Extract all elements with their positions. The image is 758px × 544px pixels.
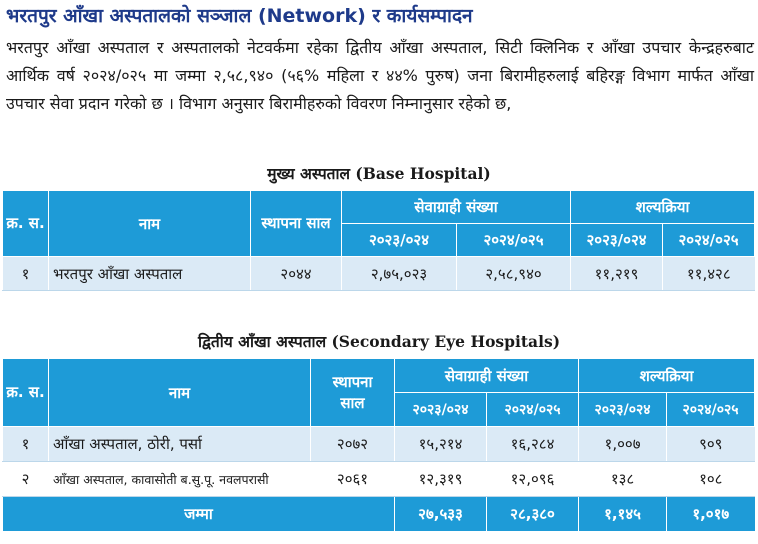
cell-clients-y1: १२,३१९ (395, 462, 487, 497)
total-clients-y2: २८,३८० (487, 497, 579, 531)
cell-surgery-y1: १३८ (579, 462, 667, 497)
intro-paragraph: भरतपुर आँखा अस्पताल र अस्पतालको नेटवर्कमा रहेका द्वितीय आँखा अस्पताल, सिटी क्लिनिक र आँखा उपचार केन्द्रहरुबाट आर्थिक वर्ष २०२४/०२५ मा जम्मा २,५८,९४० (५६% महिला र ४४% पुरुष) जना बिरामीहरुलाई बहिरङ्ग विभाग मार्फत आँखा उपचार सेवा प्रदान गरेको छ । विभाग अनुसार बिरामीहरुको विवरण निम्नानुसार रहेको छ, (6, 38, 754, 113)
cell-established: २०७२ (311, 427, 395, 462)
secondary-table-caption: द्वितीय आँखा अस्पताल (Secondary Eye Hospitals) (197, 332, 561, 351)
cell-clients-y1: १५,२१४ (395, 427, 487, 462)
page-heading: भरतपुर आँखा अस्पतालको सञ्जाल (Network) र कार्यसम्पादन (6, 5, 473, 27)
cell-sn: १ (3, 257, 49, 291)
header-clients-y2: २०२४/०२५ (457, 224, 571, 257)
table-row (3, 462, 755, 497)
cell-name: आँखा अस्पताल, कावासोती ब.सु.पू. नवलपरासी (49, 462, 311, 497)
header-clients: सेवाग्राही संख्या (342, 191, 571, 224)
total-label: जम्मा (3, 497, 395, 531)
header-surgery-y1: २०२३/०२४ (571, 224, 663, 257)
header-name: नाम (49, 359, 311, 427)
header-surgery-y1: २०२३/०२४ (579, 393, 667, 427)
total-clients-y1: २७,५३३ (395, 497, 487, 531)
total-surgery-y1: १,१४५ (579, 497, 667, 531)
cell-surgery-y2: १०८ (667, 462, 755, 497)
base-hospital-table (2, 190, 755, 291)
table-row (3, 427, 755, 462)
header-clients: सेवाग्राही संख्या (395, 359, 579, 393)
header-surgery: शल्यक्रिया (571, 191, 755, 224)
secondary-hospitals-table (2, 358, 755, 531)
header-sn: क्र. स. (3, 191, 49, 257)
header-surgery-y2: २०२४/०२५ (667, 393, 755, 427)
header-clients-y1: २०२३/०२४ (342, 224, 457, 257)
header-sn: क्र. स. (3, 359, 49, 427)
table-header-row (3, 191, 755, 224)
cell-clients-y2: १२,०९६ (487, 462, 579, 497)
base-table-caption: मुख्य अस्पताल (Base Hospital) (267, 164, 491, 183)
total-surgery-y2: १,०१७ (667, 497, 755, 531)
header-established: स्थापना साल (311, 359, 395, 427)
header-surgery: शल्यक्रिया (579, 359, 755, 393)
cell-surgery-y2: ११,४२८ (663, 257, 755, 291)
cell-surgery-y1: ११,२१९ (571, 257, 663, 291)
cell-established: २०६१ (311, 462, 395, 497)
table-row (3, 257, 755, 291)
cell-clients-y2: २,५८,९४० (457, 257, 571, 291)
cell-clients-y2: १६,२८४ (487, 427, 579, 462)
header-established: स्थापना साल (251, 191, 342, 257)
cell-surgery-y1: १,००७ (579, 427, 667, 462)
cell-name: भरतपुर आँखा अस्पताल (49, 257, 251, 291)
cell-sn: १ (3, 427, 49, 462)
table-header-row (3, 359, 755, 393)
cell-surgery-y2: ९०९ (667, 427, 755, 462)
header-clients-y1: २०२३/०२४ (395, 393, 487, 427)
cell-established: २०४४ (251, 257, 342, 291)
cell-name: आँखा अस्पताल, ठोरी, पर्सा (49, 427, 311, 462)
header-surgery-y2: २०२४/०२५ (663, 224, 755, 257)
total-row (3, 497, 755, 531)
header-clients-y2: २०२४/०२५ (487, 393, 579, 427)
cell-sn: २ (3, 462, 49, 497)
cell-clients-y1: २,७५,०२३ (342, 257, 457, 291)
header-name: नाम (49, 191, 251, 257)
